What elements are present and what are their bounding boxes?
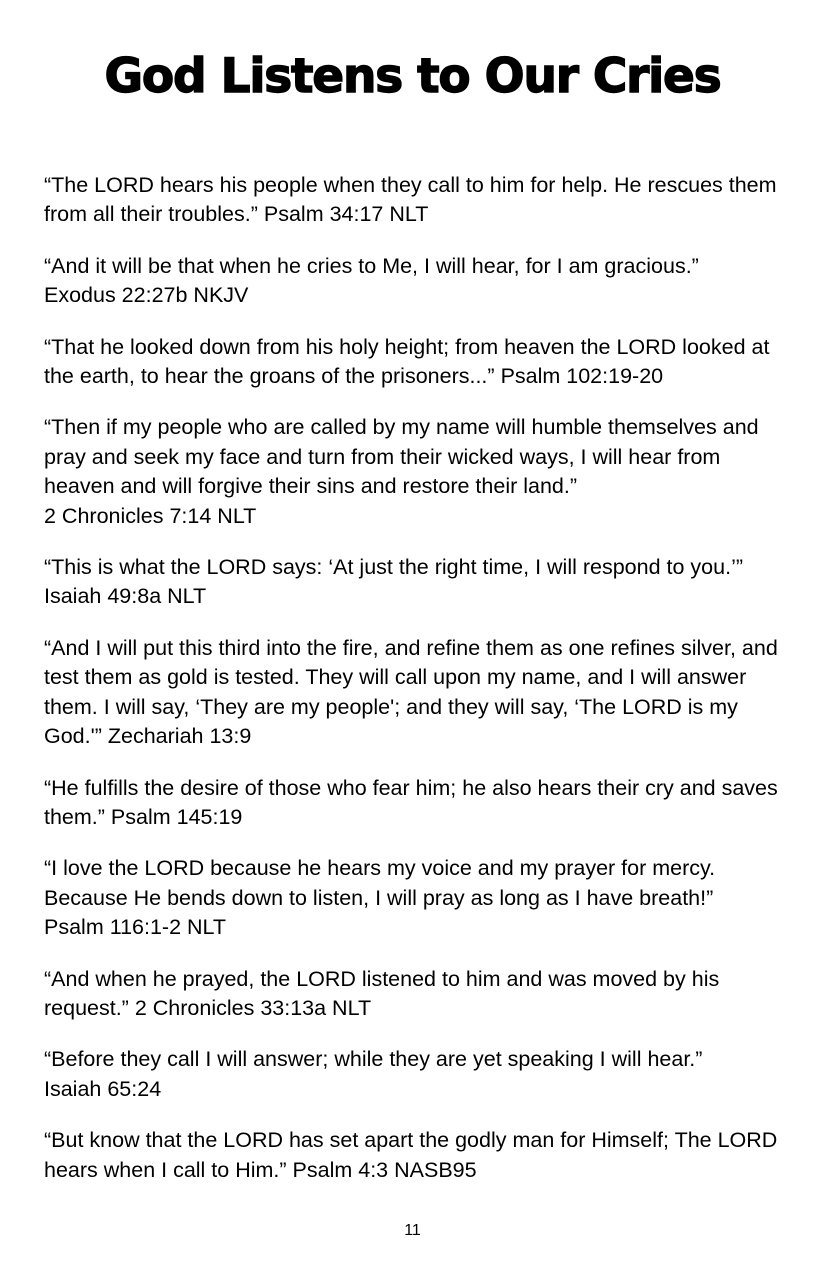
- page-title: God Listens to Our Cries: [104, 49, 721, 104]
- verse-quote: “Before they call I will answer; while they are yet speaking I will hear.”: [44, 1047, 703, 1072]
- verse-item: [44, 774, 789, 833]
- verse-reference: Psalm 145:19: [110, 804, 243, 829]
- verse-item: [44, 413, 789, 531]
- verse-item: [44, 553, 789, 612]
- verse-quote: “But know that the LORD has set apart the godly man for Himself; The LORD hears when I call to Him.”: [44, 1128, 778, 1182]
- verse-reference: Zechariah 13:9: [107, 724, 252, 749]
- verse-quote: “The LORD hears his people when they call to him for help. He rescues them from all their troubles.”: [44, 173, 777, 227]
- verse-reference: Psalm 4:3 NASB95: [292, 1157, 477, 1182]
- verse-item: [44, 171, 789, 230]
- verse-quote: “He fulfills the desire of those who fear him; he also hears their cry and saves them.”: [44, 775, 778, 829]
- verse-quote: “I love the LORD because he hears my voice and my prayer for mercy. Because He bends down to listen, I will pray as long as I have breath!”: [44, 856, 716, 910]
- verse-reference: 2 Chronicles 7:14 NLT: [44, 503, 257, 528]
- verse-reference: Psalm 116:1-2 NLT: [44, 915, 227, 940]
- verse-item: [44, 1045, 789, 1104]
- verse-reference: Isaiah 49:8a NLT: [44, 584, 207, 609]
- verse-item: [44, 854, 789, 942]
- verse-reference: Psalm 102:19-20: [500, 364, 664, 389]
- verse-quote: “And I will put this third into the fire, and refine them as one refines silver, and test them as gold is tested. They will call upon my name, and I will answer them. I will say, ‘They are my people'; and they will say, ‘The LORD is my God.'”: [44, 635, 778, 749]
- verse-quote: “And it will be that when he cries to Me, I will hear, for I am gracious.”: [44, 253, 699, 278]
- verse-item: [44, 252, 789, 311]
- verse-reference: Psalm 34:17 NLT: [263, 202, 429, 227]
- verse-quote: “This is what the LORD says: ‘At just the right time, I will respond to you.’”: [44, 555, 744, 580]
- page-number: 11: [404, 1222, 421, 1239]
- verse-item: [44, 965, 789, 1024]
- verse-list: [44, 171, 789, 1207]
- verse-reference: Isaiah 65:24: [44, 1076, 162, 1101]
- verse-quote: “That he looked down from his holy height; from heaven the LORD looked at the earth, to hear the groans of the prisoners...”: [44, 334, 770, 389]
- verse-reference: Exodus 22:27b NKJV: [44, 283, 249, 308]
- verse-reference: 2 Chronicles 33:13a NLT: [134, 995, 372, 1020]
- verse-quote: “And when he prayed, the LORD listened to him and was moved by his request.”: [44, 966, 720, 1020]
- verse-quote: “Then if my people who are called by my name will humble themselves and pray and seek my face and turn from their wicked ways, I will hear from heaven and will forgive their sins and restore their land.”: [44, 415, 759, 499]
- verse-item: [44, 634, 789, 752]
- verse-item: [44, 333, 789, 392]
- verse-item: [44, 1126, 789, 1185]
